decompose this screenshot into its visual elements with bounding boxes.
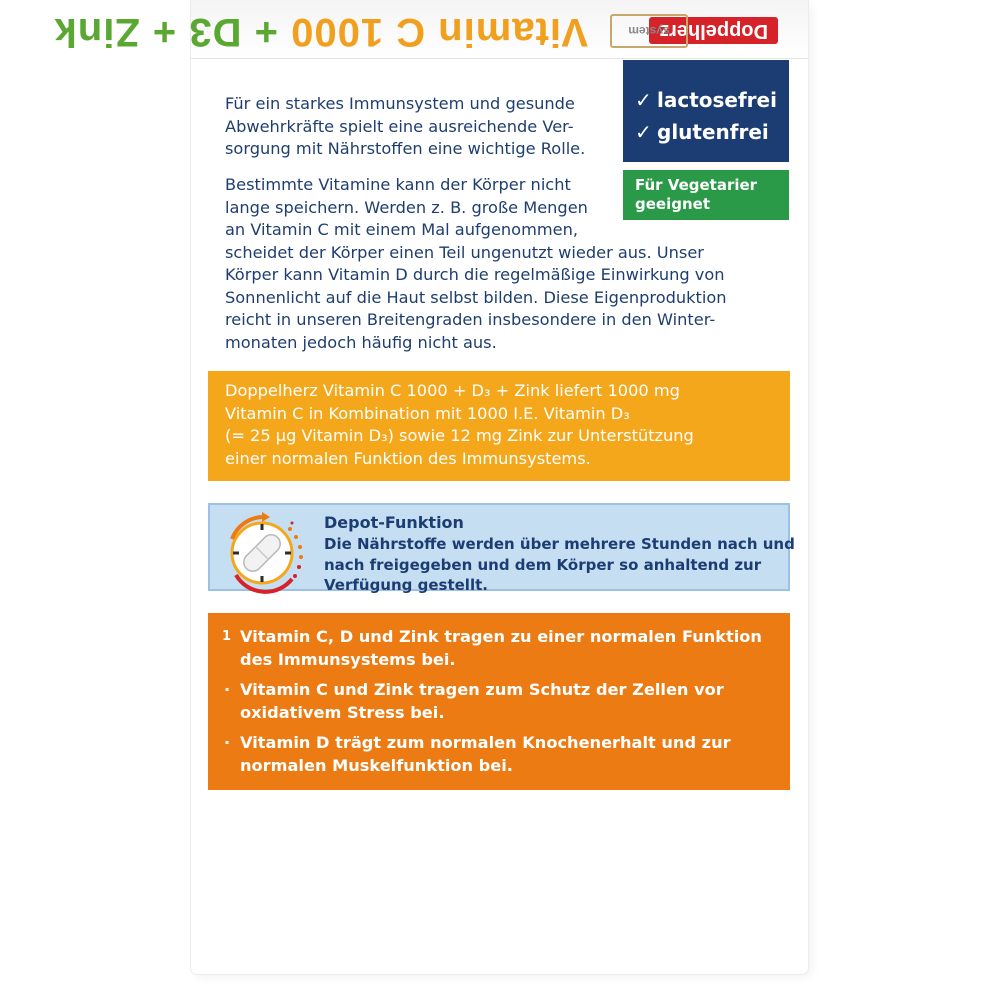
depot-title: Depot-Funktion — [324, 513, 464, 532]
product-title-main: Vitamin C 1000 — [290, 10, 588, 54]
depot-function-box — [208, 503, 795, 594]
text-line: Bestimmte Vitamine kann der Körper nicht — [225, 175, 571, 194]
checkmark-icon: ✓ — [635, 88, 652, 112]
text-line: Für ein starkes Immunsystem und gesunde — [225, 94, 575, 113]
text-line: des Immunsystems bei. — [240, 649, 456, 669]
text-line: reicht in unseren Breitengraden insbesondere in den Winter- — [225, 310, 716, 329]
top-flap — [53, 0, 808, 59]
depot-description — [324, 534, 795, 596]
text-line: sorgung mit Nährstoffen eine wichtige Rolle. — [225, 139, 586, 158]
free-from-badge — [623, 60, 789, 162]
product-title — [54, 9, 588, 54]
intro-paragraph-1 — [225, 93, 625, 161]
gluten-free-row — [635, 116, 789, 148]
bullet-icon: · — [224, 680, 231, 699]
claim-item — [220, 626, 790, 671]
text-line: Sonnenlicht auf die Haut selbst bilden. Diese Eigenproduktion — [225, 287, 727, 307]
depot-clock-capsule-icon — [222, 509, 316, 589]
text-line: lange speichern. Werden z. B. große Mengen — [225, 197, 588, 217]
brand-secondary-logo: system — [610, 14, 688, 48]
text-line: scheidet der Körper einen Teil ungenutzt wieder aus. Unser — [225, 242, 704, 262]
text-line: einer normalen Funktion des Immunsystems. — [225, 448, 591, 468]
footnote-mark: 1 — [222, 629, 232, 644]
product-info-box — [208, 371, 790, 481]
text-line: Vitamin C in Kombination mit 1000 I.E. Vitamin D₃ — [225, 403, 630, 423]
text-line: Vitamin D trägt zum normalen Knochenerhalt und zur — [240, 733, 731, 752]
top-flap-upside-down-print — [53, 0, 808, 58]
checkmark-icon: ✓ — [635, 120, 652, 144]
package-back-panel — [53, 0, 808, 974]
text-line: (= 25 µg Vitamin D₃) sowie 12 mg Zink zur Unterstützung — [225, 426, 694, 445]
text-line: Körper kann Vitamin D durch die regelmäßige Einwirkung von — [225, 265, 725, 284]
lactose-free-row — [635, 84, 789, 116]
claim-item — [220, 679, 790, 724]
claim-item — [220, 732, 790, 777]
text-line: Vitamin C und Zink tragen zum Schutz der Zellen vor — [240, 680, 724, 699]
text-line: monaten jedoch häufig nicht aus. — [225, 332, 497, 352]
text-line: nach freigegeben und dem Körper so anhaltend zur — [324, 555, 762, 574]
text-line: an Vitamin C mit einem Mal aufgenommen, — [225, 220, 578, 239]
gluten-free-label: glutenfrei — [657, 120, 769, 144]
vegetarian-badge — [623, 170, 789, 220]
bullet-icon: · — [224, 733, 231, 752]
brand-logo: Doppelherz — [649, 17, 778, 44]
text-line: Verfügung gestellt. — [324, 576, 488, 594]
text-line: Doppelherz Vitamin C 1000 + D₃ + Zink liefert 1000 mg — [225, 381, 680, 400]
product-title-addon: + D3 + Zink — [53, 10, 279, 54]
vegetarian-label-line1: Für Vegetarier — [635, 176, 758, 194]
text-line: normalen Muskelfunktion bei. — [240, 755, 513, 775]
vegetarian-label-line2: geeignet — [635, 195, 710, 213]
text-line: Abwehrkräfte spielt eine ausreichende Ver- — [225, 116, 574, 136]
lactose-free-label: lactosefrei — [657, 88, 777, 112]
text-line: oxidativem Stress bei. — [240, 702, 445, 722]
text-line: Vitamin C, D und Zink tragen zu einer normalen Funktion — [240, 627, 762, 646]
health-claims-box — [208, 613, 790, 790]
text-line: Die Nährstoffe werden über mehrere Stunden nach und — [324, 535, 795, 553]
